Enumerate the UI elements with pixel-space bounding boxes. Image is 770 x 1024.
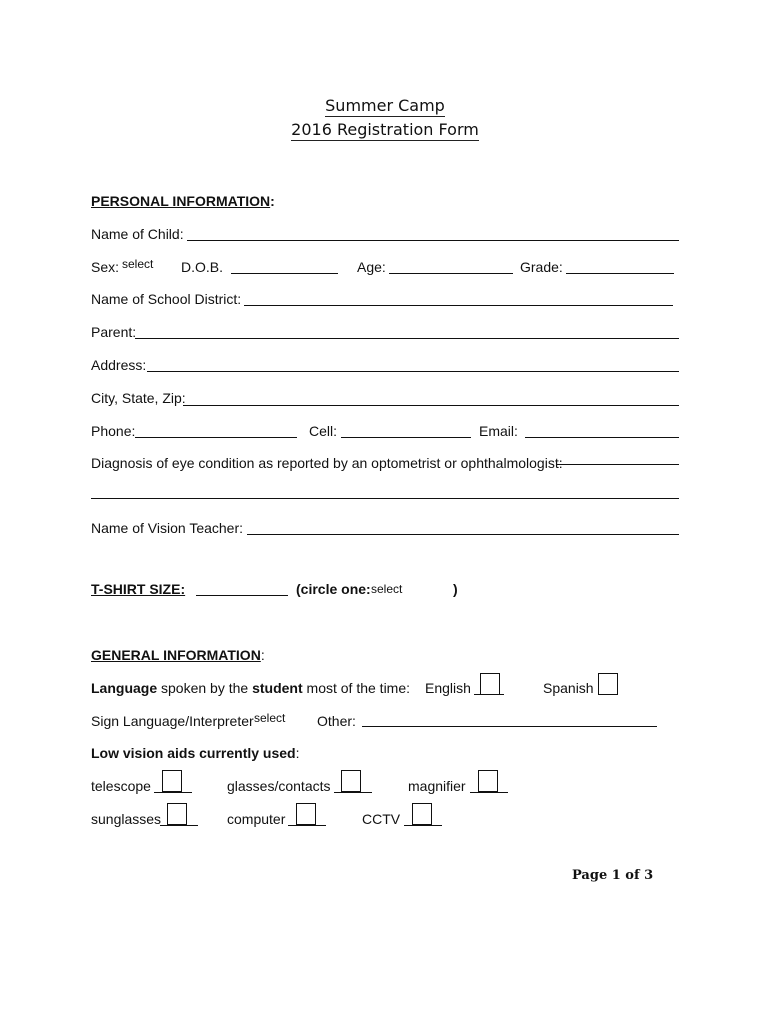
age-field[interactable] <box>389 273 513 274</box>
english-label: English <box>425 680 471 696</box>
magnifier-underline <box>470 792 508 793</box>
cctv-label: CCTV <box>362 811 401 827</box>
vision-teacher-label: Name of Vision Teacher: <box>91 520 244 536</box>
school-district-label: Name of School District: <box>91 291 242 307</box>
cell-field[interactable] <box>341 437 471 438</box>
form-title-line1 <box>0 96 770 115</box>
language-end-text: most of the time: <box>302 680 411 696</box>
form-title: Summer Camp <box>325 96 445 115</box>
circle-one-label: (circle one: <box>296 581 371 597</box>
spanish-label: Spanish <box>543 680 594 696</box>
dob-field[interactable] <box>231 273 338 274</box>
page-number: Page 1 of 3 <box>572 868 654 883</box>
diagnosis-field-line2[interactable] <box>91 498 679 499</box>
sign-language-select[interactable]: select <box>254 711 286 725</box>
sunglasses-label: sunglasses <box>91 811 162 827</box>
magnifier-label: magnifier <box>408 778 466 794</box>
phone-field[interactable] <box>135 437 297 438</box>
other-label: Other: <box>317 713 356 729</box>
form-title-line2 <box>0 120 770 139</box>
sunglasses-underline <box>160 825 198 826</box>
name-of-child-label: Name of Child: <box>91 226 184 242</box>
other-field[interactable] <box>362 726 657 727</box>
personal-info-heading-text: PERSONAL INFORMATION <box>91 193 271 209</box>
email-field[interactable] <box>525 437 679 438</box>
age-label: Age: <box>357 259 386 275</box>
telescope-label: telescope <box>91 778 151 794</box>
personal-info-heading <box>91 193 275 209</box>
sex-label: Sex: <box>91 259 120 275</box>
parent-field[interactable] <box>135 338 679 339</box>
english-checkbox[interactable] <box>480 673 500 695</box>
general-info-heading <box>91 647 265 663</box>
address-field[interactable] <box>147 371 679 372</box>
grade-field[interactable] <box>566 273 674 274</box>
general-info-heading-text: GENERAL INFORMATION <box>91 647 261 663</box>
sign-language-label: Sign Language/Interpreter <box>91 713 254 729</box>
low-vision-aids-label <box>91 745 300 761</box>
address-label: Address: <box>91 357 147 373</box>
computer-checkbox[interactable] <box>296 803 316 825</box>
personal-info-heading-colon: : <box>270 193 275 209</box>
circle-one-close: ) <box>453 581 458 597</box>
name-of-child-field[interactable] <box>187 240 679 241</box>
email-label: Email: <box>479 423 518 439</box>
glasses-contacts-checkbox[interactable] <box>341 770 361 792</box>
general-info-heading-colon: : <box>260 647 265 663</box>
low-vision-aids-text: Low vision aids currently used <box>91 745 296 761</box>
parent-label: Parent: <box>91 324 137 340</box>
vision-teacher-field[interactable] <box>247 534 679 535</box>
magnifier-checkbox[interactable] <box>478 770 498 792</box>
grade-label: Grade: <box>520 259 563 275</box>
form-subtitle: 2016 Registration Form <box>291 120 479 139</box>
phone-label: Phone: <box>91 423 136 439</box>
low-vision-aids-colon: : <box>295 745 300 761</box>
cctv-checkbox[interactable] <box>412 803 432 825</box>
glasses-underline <box>334 792 372 793</box>
dob-label: D.O.B. <box>181 259 224 275</box>
language-question <box>91 680 410 696</box>
diagnosis-field-line1[interactable] <box>556 464 679 465</box>
computer-label: computer <box>227 811 286 827</box>
tshirt-size-select[interactable]: select <box>371 582 403 596</box>
cctv-underline <box>404 825 442 826</box>
sex-select[interactable]: select <box>122 257 154 271</box>
school-district-field[interactable] <box>244 305 673 306</box>
city-state-zip-label: City, State, Zip: <box>91 390 186 406</box>
student-word: student <box>252 680 303 696</box>
computer-underline <box>288 825 326 826</box>
language-word: Language <box>91 680 158 696</box>
cell-label: Cell: <box>309 423 338 439</box>
telescope-underline <box>154 792 192 793</box>
telescope-checkbox[interactable] <box>162 770 182 792</box>
sunglasses-checkbox[interactable] <box>167 803 187 825</box>
tshirt-size-label: T-SHIRT SIZE: <box>91 581 186 597</box>
spanish-checkbox[interactable] <box>598 673 618 695</box>
tshirt-size-field[interactable] <box>196 595 288 596</box>
diagnosis-label: Diagnosis of eye condition as reported by an optometrist or ophthalmologist: <box>91 455 563 471</box>
glasses-contacts-label: glasses/contacts <box>227 778 331 794</box>
language-mid-text: spoken by the <box>157 680 253 696</box>
city-state-zip-field[interactable] <box>183 405 679 406</box>
